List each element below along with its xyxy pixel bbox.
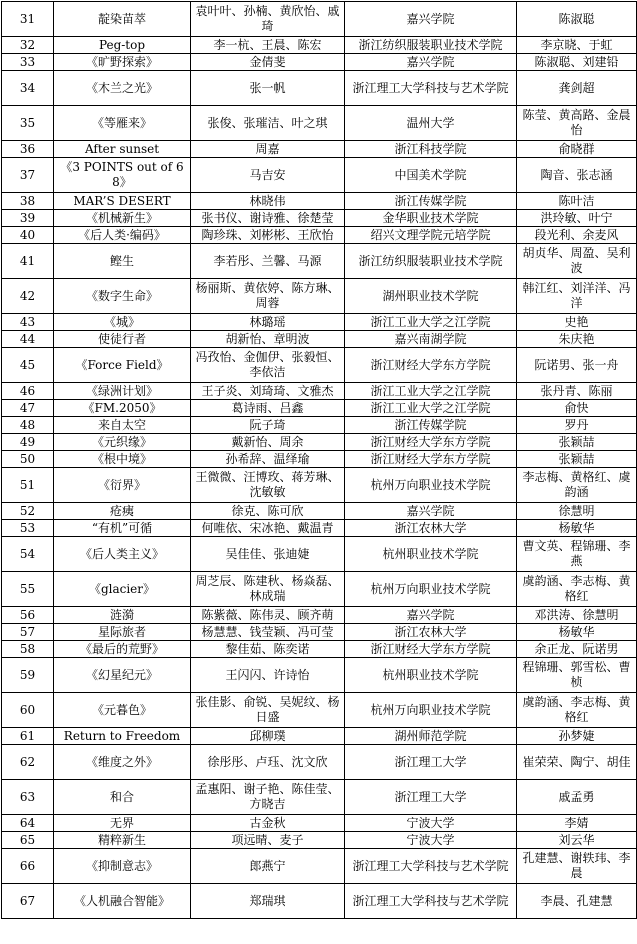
table-row <box>2 314 637 331</box>
row-number-cell: 50 <box>2 451 54 468</box>
table-row <box>2 572 637 607</box>
school-cell: 浙江农林大学 <box>345 520 517 537</box>
row-number-cell: 59 <box>2 658 54 693</box>
advisor-cell: 韩江红、刘洋洋、冯洋 <box>517 279 637 314</box>
work-title-cell: 《后人类·编码》 <box>54 227 191 244</box>
authors-cell: 冯孜怡、金伽伊、张毅恒、李依洁 <box>191 348 345 383</box>
advisor-cell: 俞快 <box>517 400 637 417</box>
school-cell: 嘉兴南湖学院 <box>345 331 517 348</box>
authors-cell: 吴佳佳、张迪婕 <box>191 537 345 572</box>
table-row <box>2 158 637 193</box>
table-row <box>2 849 637 884</box>
table-row <box>2 400 637 417</box>
school-cell: 杭州万向职业技术学院 <box>345 468 517 503</box>
table-row <box>2 348 637 383</box>
row-number-cell: 32 <box>2 37 54 54</box>
school-cell: 嘉兴学院 <box>345 2 517 37</box>
work-title-cell: 鲣生 <box>54 244 191 279</box>
work-title-cell: 《绿洲计划》 <box>54 383 191 400</box>
advisor-cell: 程锦珊、郭雪松、曹桢 <box>517 658 637 693</box>
table-row <box>2 468 637 503</box>
advisor-cell: 陈淑聪 <box>517 2 637 37</box>
work-title-cell: 《人机融合智能》 <box>54 884 191 919</box>
work-title-cell: 《维度之外》 <box>54 745 191 780</box>
table-row <box>2 417 637 434</box>
advisor-cell: 史艳 <box>517 314 637 331</box>
school-cell: 温州大学 <box>345 106 517 141</box>
table-row <box>2 54 637 71</box>
work-title-cell: 星际旅者 <box>54 624 191 641</box>
school-cell: 浙江传媒学院 <box>345 193 517 210</box>
table-row <box>2 193 637 210</box>
advisor-cell: 俞晓群 <box>517 141 637 158</box>
school-cell: 嘉兴学院 <box>345 607 517 624</box>
row-number-cell: 40 <box>2 227 54 244</box>
table-row <box>2 693 637 728</box>
school-cell: 浙江科技学院 <box>345 141 517 158</box>
school-cell: 杭州万向职业技术学院 <box>345 693 517 728</box>
school-cell: 金华职业技术学院 <box>345 210 517 227</box>
work-title-cell: “有机”可循 <box>54 520 191 537</box>
work-title-cell: 《衍界》 <box>54 468 191 503</box>
school-cell: 浙江纺织服装职业技术学院 <box>345 37 517 54</box>
school-cell: 浙江理工大学科技与艺术学院 <box>345 884 517 919</box>
authors-cell: 胡新怡、章明波 <box>191 331 345 348</box>
table-row <box>2 210 637 227</box>
advisor-cell: 张颖喆 <box>517 451 637 468</box>
school-cell: 浙江财经大学东方学院 <box>345 434 517 451</box>
row-number-cell: 38 <box>2 193 54 210</box>
authors-cell: 王闪闪、许诗怡 <box>191 658 345 693</box>
advisor-cell: 陈叶洁 <box>517 193 637 210</box>
row-number-cell: 56 <box>2 607 54 624</box>
school-cell: 浙江财经大学东方学院 <box>345 641 517 658</box>
row-number-cell: 39 <box>2 210 54 227</box>
advisor-cell: 张丹青、陈丽 <box>517 383 637 400</box>
authors-cell: 陈紫薇、陈伟灵、顾齐萌 <box>191 607 345 624</box>
authors-cell: 李一杭、王晨、陈宏 <box>191 37 345 54</box>
row-number-cell: 65 <box>2 832 54 849</box>
work-title-cell: 《等雁来》 <box>54 106 191 141</box>
work-title-cell: 《glacier》 <box>54 572 191 607</box>
table-row <box>2 227 637 244</box>
advisor-cell: 罗丹 <box>517 417 637 434</box>
authors-cell: 张书仪、谢诗雅、徐楚莹 <box>191 210 345 227</box>
table-row <box>2 383 637 400</box>
authors-cell: 项远晴、麦子 <box>191 832 345 849</box>
table-row <box>2 279 637 314</box>
school-cell: 嘉兴学院 <box>345 54 517 71</box>
school-cell: 绍兴文理学院元培学院 <box>345 227 517 244</box>
work-title-cell: 《数字生命》 <box>54 279 191 314</box>
authors-cell: 王子炎、刘琦琦、文雅杰 <box>191 383 345 400</box>
work-title-cell: 《根中境》 <box>54 451 191 468</box>
work-title-cell: 疮痍 <box>54 503 191 520</box>
advisor-cell: 洪玲敏、叶宁 <box>517 210 637 227</box>
award-list-document <box>1 1 636 919</box>
award-table-body <box>2 2 637 919</box>
table-row <box>2 624 637 641</box>
authors-cell: 林晓伟 <box>191 193 345 210</box>
advisor-cell: 杨敏华 <box>517 520 637 537</box>
table-row <box>2 537 637 572</box>
table-row <box>2 71 637 106</box>
table-row <box>2 728 637 745</box>
school-cell: 浙江财经大学东方学院 <box>345 348 517 383</box>
advisor-cell: 朱庆艳 <box>517 331 637 348</box>
work-title-cell: After sunset <box>54 141 191 158</box>
work-title-cell: 精粹新生 <box>54 832 191 849</box>
school-cell: 杭州职业技术学院 <box>345 537 517 572</box>
row-number-cell: 67 <box>2 884 54 919</box>
work-title-cell: 《Force Field》 <box>54 348 191 383</box>
row-number-cell: 63 <box>2 780 54 815</box>
row-number-cell: 66 <box>2 849 54 884</box>
award-table <box>1 1 637 919</box>
advisor-cell: 段光利、余麦风 <box>517 227 637 244</box>
school-cell: 湖州职业技术学院 <box>345 279 517 314</box>
table-row <box>2 658 637 693</box>
authors-cell: 金倩斐 <box>191 54 345 71</box>
row-number-cell: 42 <box>2 279 54 314</box>
school-cell: 浙江理工大学 <box>345 745 517 780</box>
school-cell: 浙江工业大学之江学院 <box>345 383 517 400</box>
row-number-cell: 61 <box>2 728 54 745</box>
table-row <box>2 832 637 849</box>
school-cell: 浙江理工大学 <box>345 780 517 815</box>
table-row <box>2 434 637 451</box>
table-row <box>2 141 637 158</box>
school-cell: 杭州职业技术学院 <box>345 658 517 693</box>
school-cell: 嘉兴学院 <box>345 503 517 520</box>
authors-cell: 徐克、陈可欣 <box>191 503 345 520</box>
work-title-cell: 《元织缘》 <box>54 434 191 451</box>
table-row <box>2 607 637 624</box>
advisor-cell: 曹文英、程锦珊、李燕 <box>517 537 637 572</box>
authors-cell: 张一帆 <box>191 71 345 106</box>
row-number-cell: 41 <box>2 244 54 279</box>
authors-cell: 黎佳茹、陈奕诺 <box>191 641 345 658</box>
authors-cell: 张佳影、俞锐、吴妮纹、杨日盛 <box>191 693 345 728</box>
authors-cell: 林璐瑶 <box>191 314 345 331</box>
work-title-cell: MAR’S DESERT <box>54 193 191 210</box>
advisor-cell: 李志梅、黄格红、虞韵涵 <box>517 468 637 503</box>
authors-cell: 杨丽斯、黄依婷、陈方琳、周蓉 <box>191 279 345 314</box>
table-row <box>2 520 637 537</box>
advisor-cell: 虞韵涵、李志梅、黄格红 <box>517 572 637 607</box>
advisor-cell: 陈淑聪、刘建铅 <box>517 54 637 71</box>
school-cell: 杭州万向职业技术学院 <box>345 572 517 607</box>
authors-cell: 邱柳璞 <box>191 728 345 745</box>
authors-cell: 孙希辞、温绎瑜 <box>191 451 345 468</box>
row-number-cell: 47 <box>2 400 54 417</box>
row-number-cell: 37 <box>2 158 54 193</box>
authors-cell: 袁叶叶、孙楠、黄欣怡、戚琦 <box>191 2 345 37</box>
table-row <box>2 745 637 780</box>
authors-cell: 陶珍珠、刘彬彬、王欣怡 <box>191 227 345 244</box>
row-number-cell: 53 <box>2 520 54 537</box>
row-number-cell: 35 <box>2 106 54 141</box>
work-title-cell: 《城》 <box>54 314 191 331</box>
row-number-cell: 45 <box>2 348 54 383</box>
advisor-cell: 张颖喆 <box>517 434 637 451</box>
advisor-cell: 刘云华 <box>517 832 637 849</box>
table-row <box>2 106 637 141</box>
row-number-cell: 46 <box>2 383 54 400</box>
table-row <box>2 331 637 348</box>
authors-cell: 杨慧慧、钱莹颖、冯可莹 <box>191 624 345 641</box>
advisor-cell: 胡贞华、周盈、吴利波 <box>517 244 637 279</box>
row-number-cell: 34 <box>2 71 54 106</box>
work-title-cell: 《机械新生》 <box>54 210 191 227</box>
advisor-cell: 陈莹、黄高路、金晨怡 <box>517 106 637 141</box>
work-title-cell: 《元暮色》 <box>54 693 191 728</box>
school-cell: 中国美术学院 <box>345 158 517 193</box>
authors-cell: 葛诗雨、吕鑫 <box>191 400 345 417</box>
work-title-cell: 涟漪 <box>54 607 191 624</box>
work-title-cell: Return to Freedom <box>54 728 191 745</box>
advisor-cell: 虞韵涵、李志梅、黄格红 <box>517 693 637 728</box>
work-title-cell: 使徒行者 <box>54 331 191 348</box>
row-number-cell: 54 <box>2 537 54 572</box>
work-title-cell: 《幻星纪元》 <box>54 658 191 693</box>
advisor-cell: 邓洪涛、徐慧明 <box>517 607 637 624</box>
advisor-cell: 阮诺男、张一舟 <box>517 348 637 383</box>
row-number-cell: 49 <box>2 434 54 451</box>
table-row <box>2 884 637 919</box>
work-title-cell: 《3 POINTS out of 68》 <box>54 158 191 193</box>
advisor-cell: 孔建慧、谢轶玮、李晨 <box>517 849 637 884</box>
row-number-cell: 57 <box>2 624 54 641</box>
authors-cell: 周嘉 <box>191 141 345 158</box>
authors-cell: 周芝辰、陈建秋、杨焱磊、林成瑞 <box>191 572 345 607</box>
authors-cell: 郑瑞琪 <box>191 884 345 919</box>
row-number-cell: 55 <box>2 572 54 607</box>
row-number-cell: 62 <box>2 745 54 780</box>
advisor-cell: 余正龙、阮诺男 <box>517 641 637 658</box>
row-number-cell: 64 <box>2 815 54 832</box>
table-row <box>2 2 637 37</box>
work-title-cell: 《木兰之光》 <box>54 71 191 106</box>
table-row <box>2 37 637 54</box>
table-row <box>2 641 637 658</box>
work-title-cell: 无界 <box>54 815 191 832</box>
work-title-cell: 和合 <box>54 780 191 815</box>
school-cell: 宁波大学 <box>345 815 517 832</box>
authors-cell: 李若彤、兰馨、马源 <box>191 244 345 279</box>
authors-cell: 何唯依、宋冰艳、戴温青 <box>191 520 345 537</box>
authors-cell: 徐彤彤、卢珏、沈文欣 <box>191 745 345 780</box>
school-cell: 宁波大学 <box>345 832 517 849</box>
authors-cell: 郎燕宁 <box>191 849 345 884</box>
advisor-cell: 徐慧明 <box>517 503 637 520</box>
school-cell: 浙江理工大学科技与艺术学院 <box>345 849 517 884</box>
advisor-cell: 戚孟勇 <box>517 780 637 815</box>
advisor-cell: 杨敏华 <box>517 624 637 641</box>
table-row <box>2 503 637 520</box>
work-title-cell: 靛染苗萃 <box>54 2 191 37</box>
advisor-cell: 李婧 <box>517 815 637 832</box>
authors-cell: 马吉安 <box>191 158 345 193</box>
table-row <box>2 244 637 279</box>
authors-cell: 王微微、汪博玫、蒋芳琳、沈敏敏 <box>191 468 345 503</box>
authors-cell: 阮子琦 <box>191 417 345 434</box>
row-number-cell: 48 <box>2 417 54 434</box>
school-cell: 湖州师范学院 <box>345 728 517 745</box>
table-row <box>2 451 637 468</box>
table-row <box>2 780 637 815</box>
authors-cell: 戴新怡、周余 <box>191 434 345 451</box>
school-cell: 浙江工业大学之江学院 <box>345 400 517 417</box>
row-number-cell: 44 <box>2 331 54 348</box>
authors-cell: 古金秋 <box>191 815 345 832</box>
row-number-cell: 43 <box>2 314 54 331</box>
advisor-cell: 龚剑超 <box>517 71 637 106</box>
work-title-cell: 《抑制意志》 <box>54 849 191 884</box>
row-number-cell: 36 <box>2 141 54 158</box>
row-number-cell: 31 <box>2 2 54 37</box>
advisor-cell: 陶音、张志涵 <box>517 158 637 193</box>
authors-cell: 张俊、张璀洁、叶之琪 <box>191 106 345 141</box>
row-number-cell: 52 <box>2 503 54 520</box>
advisor-cell: 崔荣荣、陶宁、胡佳 <box>517 745 637 780</box>
row-number-cell: 51 <box>2 468 54 503</box>
work-title-cell: Peg-top <box>54 37 191 54</box>
table-row <box>2 815 637 832</box>
advisor-cell: 李京晓、于虹 <box>517 37 637 54</box>
school-cell: 浙江财经大学东方学院 <box>345 451 517 468</box>
row-number-cell: 60 <box>2 693 54 728</box>
school-cell: 浙江工业大学之江学院 <box>345 314 517 331</box>
authors-cell: 孟惠阳、谢子艳、陈佳莹、方晓吉 <box>191 780 345 815</box>
row-number-cell: 33 <box>2 54 54 71</box>
work-title-cell: 《后人类主义》 <box>54 537 191 572</box>
row-number-cell: 58 <box>2 641 54 658</box>
work-title-cell: 《旷野探索》 <box>54 54 191 71</box>
work-title-cell: 《最后的荒野》 <box>54 641 191 658</box>
advisor-cell: 孙梦婕 <box>517 728 637 745</box>
school-cell: 浙江理工大学科技与艺术学院 <box>345 71 517 106</box>
school-cell: 浙江传媒学院 <box>345 417 517 434</box>
work-title-cell: 来自太空 <box>54 417 191 434</box>
advisor-cell: 李晨、孔建慧 <box>517 884 637 919</box>
school-cell: 浙江纺织服装职业技术学院 <box>345 244 517 279</box>
school-cell: 浙江农林大学 <box>345 624 517 641</box>
work-title-cell: 《FM.2050》 <box>54 400 191 417</box>
